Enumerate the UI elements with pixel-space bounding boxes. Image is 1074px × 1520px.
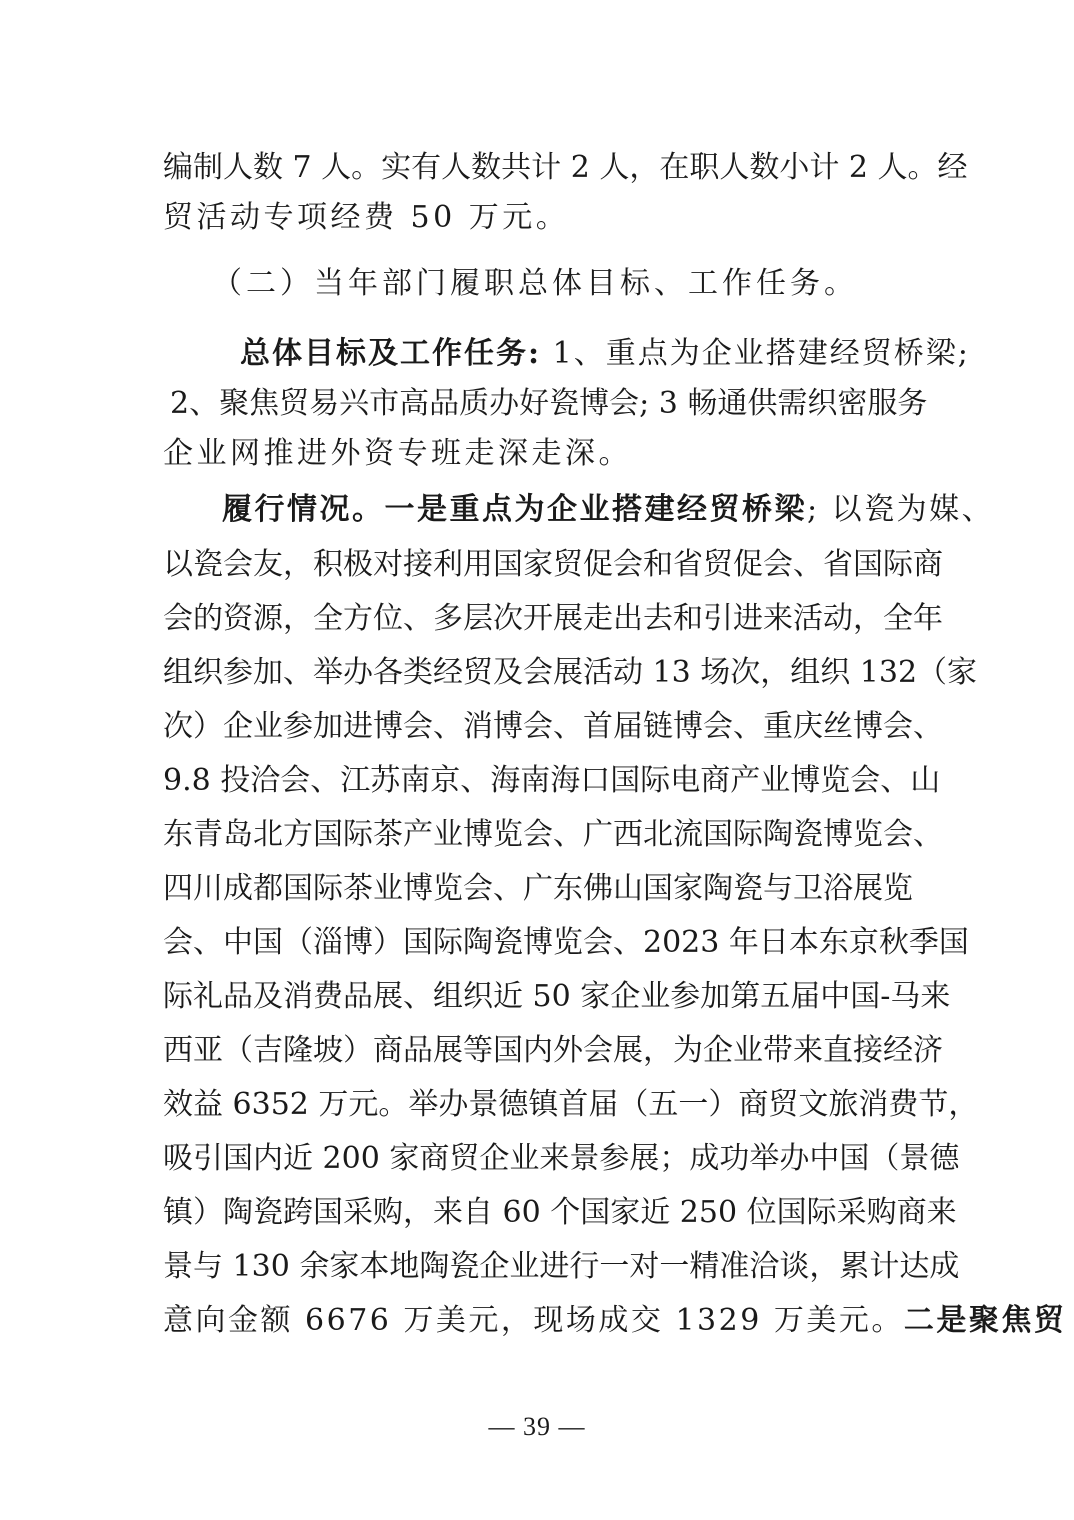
performance-line-1 — [222, 490, 995, 530]
performance-line-16-text: 意向金额 6676 万美元，现场成交 1329 万美元。 — [163, 1303, 904, 1338]
section-heading: （二）当年部门履职总体目标、工作任务。 — [212, 266, 858, 301]
performance-line-6: 9.8 投洽会、江苏南京、海南海口国际电商产业博览会、山 — [163, 763, 941, 798]
performance-line-1-text: ; 以瓷为媒、 — [807, 492, 995, 527]
performance-line-11: 西亚（吉隆坡）商品展等国内外会展，为企业带来直接经济 — [163, 1033, 943, 1068]
goals-line-3: 企业网推进外资专班走深走深。 — [163, 436, 632, 471]
goals-label: 总体目标及工作任务: — [240, 336, 542, 371]
goals-line-1-text: 1、重点为企业搭建经贸桥梁; — [541, 336, 970, 371]
performance-line-13: 吸引国内近 200 家商贸企业来景参展；成功举办中国（景德 — [163, 1141, 960, 1176]
performance-line-15: 景与 130 余家本地陶瓷企业进行一对一精准洽谈，累计达成 — [163, 1249, 960, 1284]
goals-line-1 — [240, 334, 970, 374]
performance-label: 履行情况。一是重点为企业搭建经贸桥梁 — [222, 492, 807, 527]
page-number: — 39 — — [488, 1412, 586, 1441]
performance-line-10: 际礼品及消费品展、组织近 50 家企业参加第五届中国-马来 — [163, 979, 951, 1014]
staffing-line-2: 贸活动专项经费 50 万元。 — [163, 200, 570, 235]
performance-line-8: 四川成都国际茶业博览会、广东佛山国家陶瓷与卫浴展览 — [163, 871, 913, 906]
performance-next-point: 二是聚焦贸 — [903, 1303, 1067, 1338]
performance-line-5: 次）企业参加进博会、消博会、首届链博会、重庆丝博会、 — [163, 709, 943, 744]
performance-line-16 — [163, 1301, 1067, 1341]
goals-line-2: 2、聚焦贸易兴市高品质办好瓷博会; 3 畅通供需织密服务 — [170, 386, 928, 421]
staffing-line-1: 编制人数 7 人。实有人数共计 2 人，在职人数小计 2 人。经 — [163, 150, 968, 185]
performance-line-12: 效益 6352 万元。举办景德镇首届（五一）商贸文旅消费节， — [163, 1087, 979, 1122]
performance-line-9: 会、中国（淄博）国际陶瓷博览会、2023 年日本东京秋季国 — [163, 925, 969, 960]
performance-line-3: 会的资源，全方位、多层次开展走出去和引进来活动，全年 — [163, 601, 943, 636]
performance-line-7: 东青岛北方国际茶产业博览会、广西北流国际陶瓷博览会、 — [163, 817, 943, 852]
performance-line-4: 组织参加、举办各类经贸及会展活动 13 场次，组织 132（家 — [163, 655, 978, 690]
performance-line-14: 镇）陶瓷跨国采购，来自 60 个国家近 250 位国际采购商来 — [163, 1195, 957, 1230]
performance-line-2: 以瓷会友，积极对接利用国家贸促会和省贸促会、省国际商 — [163, 547, 943, 582]
